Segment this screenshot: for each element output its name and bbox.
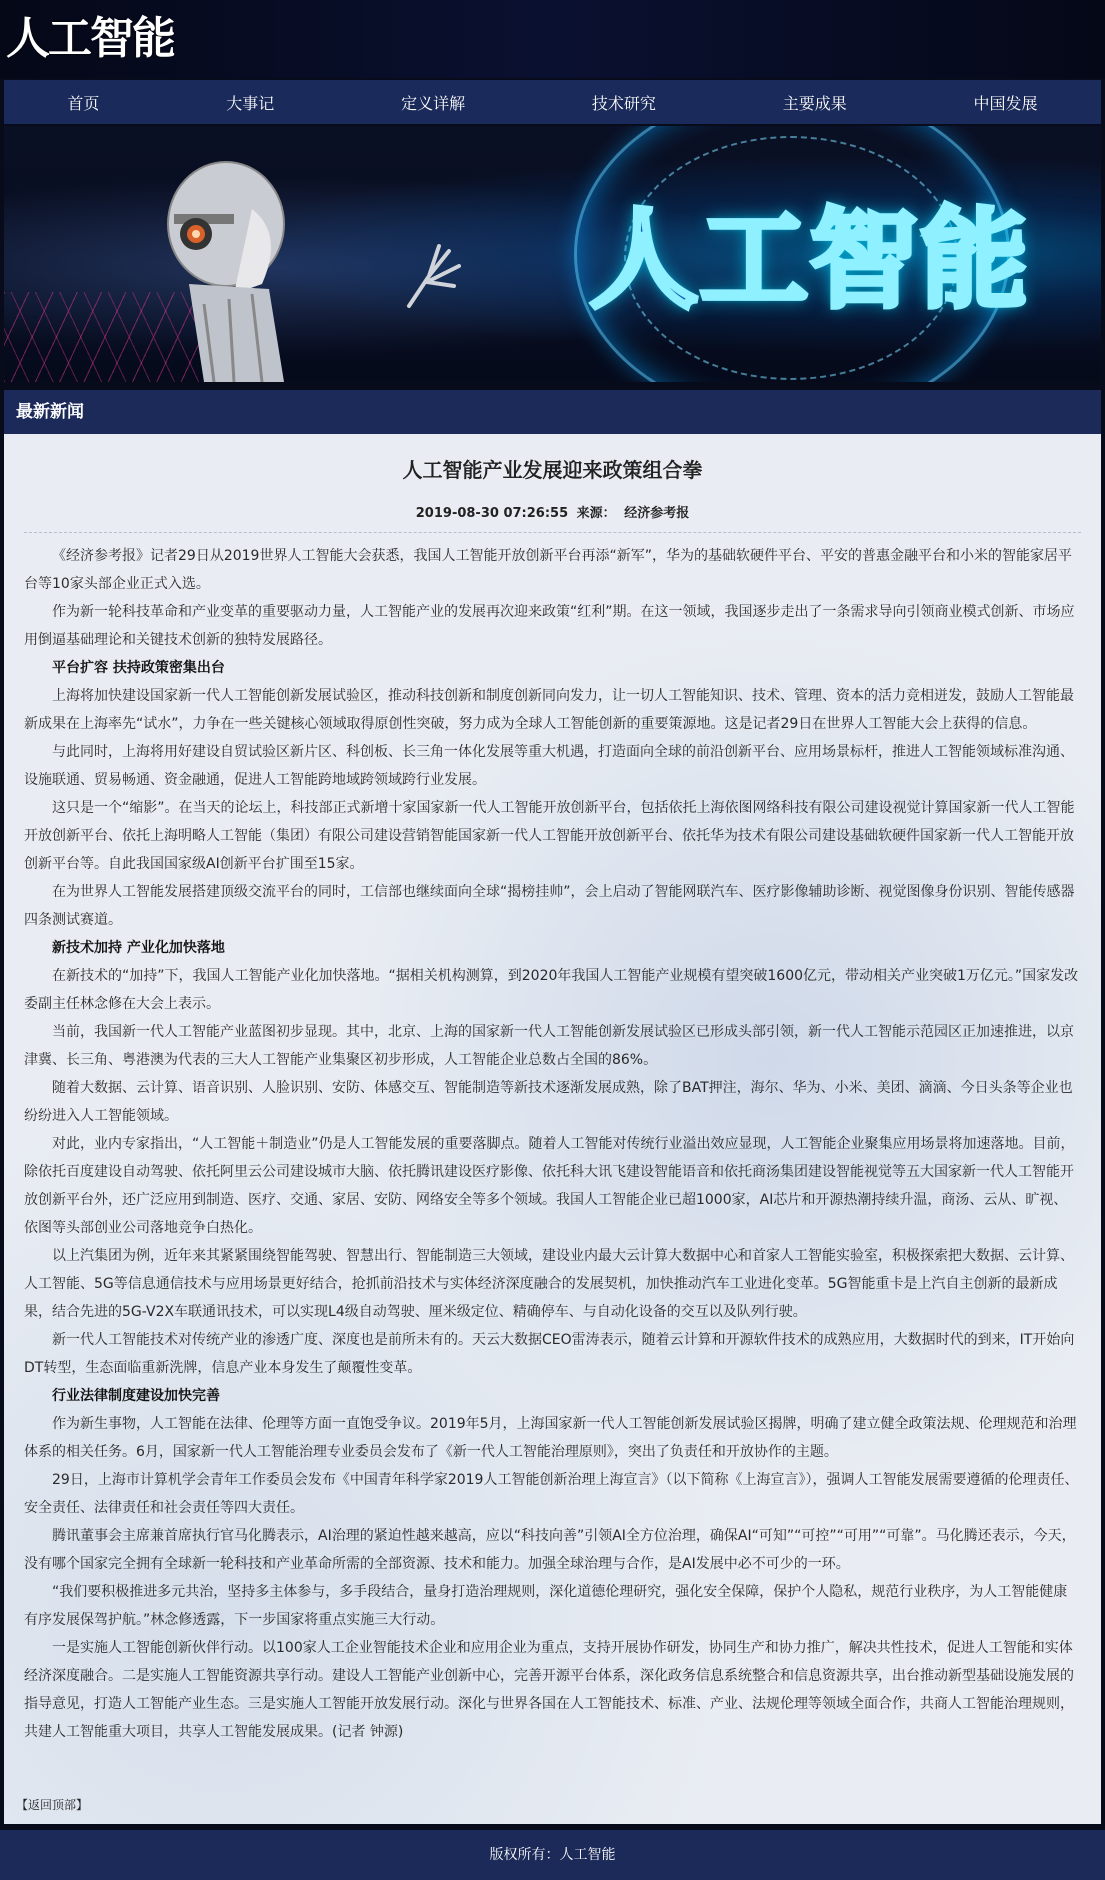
article-datetime: 2019-08-30 07:26:55 [415, 506, 569, 521]
main-nav [4, 80, 1101, 124]
article-paragraph: 当前，我国新一代人工智能产业蓝图初步显现。其中，北京、上海的国家新一代人工智能创新发展试验区已形成头部引领，新一代人工智能示范园区正加速推进，以京津冀、长三角、粤港澳为代表的三大人工智能产业集聚区初步形成，人工智能企业总数占全国的86%。 [24, 1024, 1074, 1068]
hero-banner [4, 126, 1101, 382]
article-paragraph: 随着大数据、云计算、语音识别、人脸识别、安防、体感交互、智能制造等新技术逐渐发展成熟，除了BAT押注，海尔、华为、小米、美团、滴滴、今日头条等企业也纷纷进入人工智能领域。 [24, 1080, 1073, 1124]
article-paragraph: 一是实施人工智能创新伙伴行动。以100家人工企业智能技术企业和应用企业为重点，支持开展协作研发，协同生产和协力推广，解决共性技术，促进人工智能和实体经济深度融合。二是实施人工智能资源共享行动。建设人工智能产业创新中心，完善开源平台体系，深化政务信息系统整合和信息资源共享，出台推动新型基础设施发展的指导意见，打造人工智能产业生态。三是实施人工智能开放发展行动。深化与世界各国在人工智能技术、标准、产业、法规伦理等领域全面合作，共商人工智能治理规则，共建人工智能重大项目，共享人工智能发展成果。(记者 钟源) [24, 1640, 1074, 1740]
article-paragraph: 29日，上海市计算机学会青年工作委员会发布《中国青年科学家2019人工智能创新治理上海宣言》（以下简称《上海宣言》），强调人工智能发展需要遵循的伦理责任、安全责任、法律责任和社会责任等四大责任。 [24, 1472, 1079, 1516]
back-to-top-link[interactable]: 【返回顶部】 [16, 1798, 89, 1812]
news-section-title: 最新新闻 [16, 402, 84, 422]
article-paragraph: 对此，业内专家指出，“人工智能＋制造业”仍是人工智能发展的重要落脚点。随着人工智能对传统行业溢出效应显现，人工智能企业聚集应用场景将加速落地。目前，除依托百度建设自动驾驶、依托阿里云公司建设城市大脑、依托腾讯建设医疗影像、依托科大讯飞建设智能语音和依托商汤集团建设智能视觉等五大国家新一代人工智能开放创新平台外，还广泛应用到制造、医疗、交通、家居、安防、网络安全等多个领域。我国人工智能企业已超1000家，AI芯片和开源热潮持续升温，商汤、云从、旷视、依图等头部创业公司落地竞争白热化。 [24, 1136, 1075, 1236]
article-source-label: 来源： [576, 506, 616, 521]
article-paragraph: 新一代人工智能技术对传统产业的渗透广度、深度也是前所未有的。天云大数据CEO雷涛表示，随着云计算和开源软件技术的成熟应用，大数据时代的到来，IT开始向DT转型，生态面临重新洗牌，信息产业本身发生了颠覆性变革。 [24, 1332, 1075, 1376]
article-source: 经济参考报 [624, 506, 690, 521]
article-subheading: 新技术加持 产业化加快落地 [52, 940, 225, 956]
article-paragraph: 作为新生事物，人工智能在法律、伦理等方面一直饱受争议。2019年5月，上海国家新一代人工智能创新发展试验区揭牌，明确了建立健全政策法规、伦理规范和治理体系的相关任务。6月，国家新一代人工智能治理专业委员会发布了《新一代人工智能治理原则》，突出了负责任和开放协作的主题。 [24, 1416, 1077, 1460]
article-paragraph: 《经济参考报》记者29日从2019世界人工智能大会获悉，我国人工智能开放创新平台再添“新军”，华为的基础软硬件平台、平安的普惠金融平台和小米的智能家居平台等10家头部企业正式入选。 [24, 548, 1072, 592]
site-logo[interactable]: 人工智能 [6, 13, 174, 64]
nav-item-achievements[interactable]: 主要成果 [782, 93, 847, 113]
article-paragraph: 这只是一个“缩影”。在当天的论坛上，科技部正式新增十家国家新一代人工智能开放创新平台，包括依托上海依图网络科技有限公司建设视觉计算国家新一代人工智能开放创新平台、依托上海明略人工智能（集团）有限公司建设营销智能国家新一代人工智能开放创新平台、依托华为技术有限公司建设基础软硬件国家新一代人工智能开放创新平台等。自此我国国家级AI创新平台扩围至15家。 [24, 800, 1075, 872]
article-subheading: 行业法律制度建设加快完善 [52, 1388, 220, 1404]
meta-divider [24, 532, 1081, 533]
article-paragraph: 与此同时，上海将用好建设自贸试验区新片区、科创板、长三角一体化发展等重大机遇，打造面向全球的前沿创新平台、应用场景标杆，推进人工智能领域标准沟通、设施联通、贸易畅通、资金融通，促进人工智能跨地域跨领域跨行业发展。 [24, 744, 1074, 788]
nav-item-events[interactable]: 大事记 [226, 93, 275, 113]
nav-item-research[interactable]: 技术研究 [591, 93, 656, 113]
article-paragraph: 在新技术的“加持”下，我国人工智能产业化加快落地。“据相关机构测算，到2020年我国人工智能产业规模有望突破1600亿元，带动相关产业突破1万亿元。”国家发改委副主任林念修在大会上表示。 [24, 968, 1079, 1012]
nav-item-china[interactable]: 中国发展 [973, 93, 1038, 113]
article-paragraph: 上海将加快建设国家新一代人工智能创新发展试验区，推动科技创新和制度创新同向发力，让一切人工智能知识、技术、管理、资本的活力竞相迸发，鼓励人工智能最新成果在上海率先“试水”，力争在一些关键核心领域取得原创性突破，努力成为全球人工智能创新的重要策源地。这是记者29日在世界人工智能大会上获得的信息。 [24, 688, 1074, 732]
article-paragraph: 腾讯董事会主席兼首席执行官马化腾表示，AI治理的紧迫性越来越高，应以“科技向善”引领AI全方位治理，确保AI“可知”“可控”“可用”“可靠”。马化腾还表示，今天，没有哪个国家完全拥有全球新一轮科技和产业革命所需的全部资源、技术和能力。加强全球治理与合作，是AI发展中必不可少的一环。 [24, 1528, 1076, 1572]
article-paragraph: “我们要积极推进多元共治，坚持多主体参与，多手段结合，量身打造治理规则，深化道德伦理研究，强化安全保障，保护个人隐私，规范行业秩序，为人工智能健康有序发展保驾护航。”林念修透露，下一步国家将重点实施三大行动。 [24, 1584, 1068, 1628]
banner-title: 人工智能 [590, 198, 1031, 323]
article-paragraph: 在为世界人工智能发展搭建顶级交流平台的同时，工信部也继续面向全球“揭榜挂帅”，会上启动了智能网联汽车、医疗影像辅助诊断、视觉图像身份识别、智能传感器四条测试赛道。 [24, 884, 1075, 928]
article-container [4, 434, 1101, 1824]
article-paragraph: 以上汽集团为例，近年来其紧紧围绕智能驾驶、智慧出行、智能制造三大领域，建设业内最大云计算大数据中心和首家人工智能实验室，积极探索把大数据、云计算、人工智能、5G等信息通信技术与应用场景更好结合，抢抓前沿技术与实体经济深度融合的发展契机，加快推动汽车工业进化变革。5G智能重卡是上汽自主创新的最新成果，结合先进的5G-V2X车联通讯技术，可以实现L4级自动驾驶、厘米级定位、精确停车、与自动化设备的交互以及队列行驶。 [24, 1248, 1074, 1320]
nav-item-home[interactable]: 首页 [67, 93, 100, 113]
nav-item-definition[interactable]: 定义详解 [401, 93, 466, 113]
robot-hand-illustration [399, 236, 469, 316]
article-title: 人工智能产业发展迎来政策组合拳 [402, 458, 703, 482]
article-body [24, 542, 1081, 1746]
site-footer [0, 1830, 1105, 1880]
news-section-header [4, 390, 1101, 434]
article-subheading: 平台扩容 扶持政策密集出台 [52, 660, 225, 676]
site-header [0, 0, 1105, 78]
article-paragraph: 作为新一轮科技革命和产业变革的重要驱动力量，人工智能产业的发展再次迎来政策“红利”期。在这一领域，我国逐步走出了一条需求导向引领商业模式创新、市场应用倒逼基础理论和关键技术创新的独特发展路径。 [24, 604, 1075, 648]
article-meta [4, 502, 1101, 521]
footer-copyright: 版权所有：人工智能 [489, 1847, 616, 1863]
robot-illustration [134, 154, 334, 382]
